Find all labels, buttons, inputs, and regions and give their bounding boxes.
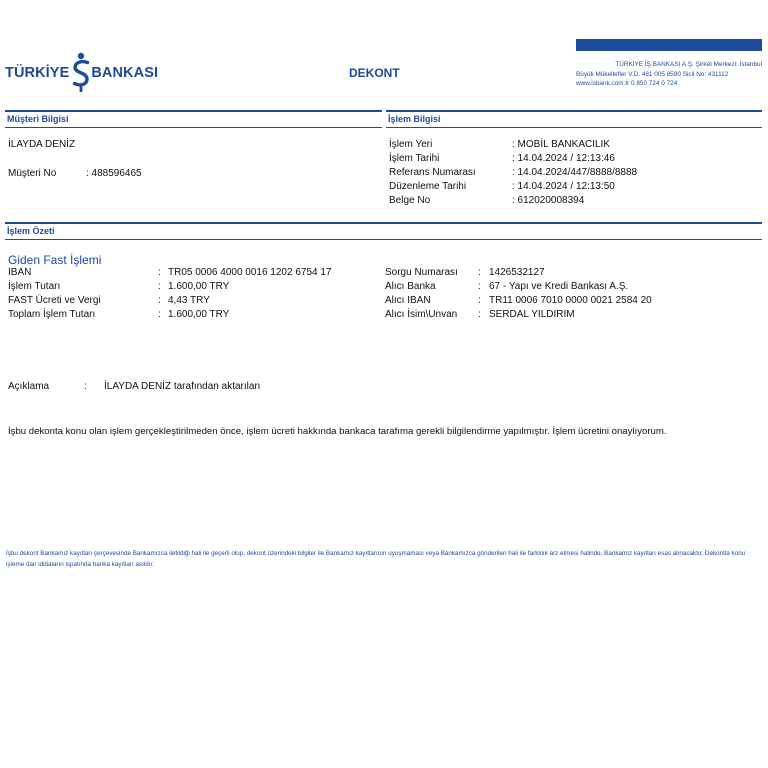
summary-right-label: Alıcı IBAN (385, 295, 431, 306)
summary-right-value: TR11 0006 7010 0000 0021 2584 20 (489, 295, 652, 306)
summary-right-colon: : (478, 267, 481, 278)
transaction-row-value: : MOBİL BANKACILIK (512, 139, 610, 150)
summary-subtitle: Giden Fast İşlemi (8, 253, 102, 267)
legal-disclaimer: İşbu dekont Bankamız kayıtları çerçevesinde Bankamızca iletildiği hali ile geçerli olup, dekont üzerindeki bilgiler ile Bankamız kayıtlarının uyuşmaması veya Bankamızca gönderilen hali ile farklılık arz etmesi halinde, Bankamız kayıtları esas alınacaktır. Dekontla konu işleme dair iddiaların ispatında banka kayıtları asıldır. (6, 550, 746, 568)
customer-section-underline (5, 127, 382, 128)
customer-no-value: : 488596465 (86, 168, 142, 179)
transaction-row-label: Belge No (389, 195, 431, 206)
customer-name: İLAYDA DENİZ (8, 139, 76, 150)
summary-left-value: 4,43 TRY (168, 295, 210, 306)
summary-section-rule (5, 222, 762, 224)
summary-left-label: Toplam İşlem Tutarı (8, 309, 96, 320)
header-accent-bar (576, 39, 762, 51)
summary-right-value: 1426532127 (489, 267, 545, 278)
summary-right-label: Alıcı İsim\Unvan (385, 309, 458, 320)
summary-right-value: SERDAL YILDIRIM (489, 309, 575, 320)
summary-left-value: 1.600,00 TRY (168, 309, 230, 320)
summary-left-label: IBAN (8, 267, 32, 278)
summary-left-label: FAST Ücreti ve Vergi (8, 295, 101, 306)
customer-no-label: Müşteri No (8, 168, 57, 179)
summary-right-label: Alıcı Banka (385, 281, 436, 292)
transaction-row-label: Referans Numarası (389, 167, 476, 178)
summary-left-colon: : (158, 309, 161, 320)
transaction-row-label: Düzenleme Tarihi (389, 181, 467, 192)
logo-text-left: TÜRKİYE (5, 65, 70, 81)
transaction-row-value: : 612020008394 (512, 195, 585, 206)
isbank-logo-icon (72, 51, 90, 95)
summary-section-underline (5, 239, 762, 240)
description-label: Açıklama (8, 381, 50, 392)
transaction-row-label: İşlem Tarihi (389, 153, 440, 164)
transaction-row-value: : 14.04.2024 / 12:13:50 (512, 181, 615, 192)
company-info-line: TÜRKİYE İŞ BANKASI A.Ş. Şirket Merkezi: İstanbul (615, 61, 762, 68)
summary-section-title: İşlem Özeti (7, 226, 55, 236)
customer-section-rule (5, 110, 382, 112)
summary-right-colon: : (478, 281, 481, 292)
company-info (576, 60, 762, 89)
summary-left-value: 1.600,00 TRY (168, 281, 230, 292)
logo-text-right: BANKASI (91, 65, 159, 81)
transaction-row-value: : 14.04.2024 / 12:13:46 (512, 153, 615, 164)
document-title: DEKONT (349, 66, 400, 80)
summary-right-value: 67 - Yapı ve Kredi Bankası A.Ş. (489, 281, 629, 292)
summary-right-colon: : (478, 309, 481, 320)
summary-left-colon: : (158, 281, 161, 292)
summary-left-colon: : (158, 267, 161, 278)
summary-left-value: TR05 0006 4000 0016 1202 6754 17 (168, 267, 332, 278)
transaction-row-label: İşlem Yeri (389, 139, 433, 150)
summary-left-label: İşlem Tutarı (8, 281, 61, 292)
bank-logo (5, 50, 158, 96)
description-value: İLAYDA DENİZ tarafından aktarılan (104, 381, 261, 392)
transaction-section-rule (386, 110, 762, 112)
summary-right-label: Sorgu Numarası (385, 267, 458, 278)
consent-statement: İşbu dekonta konu olan işlem gerçekleştirilmeden önce, işlem ücreti hakkında bankaca tarafıma gerekli bilgilendirme yapılmıştır. İşlem ücretini onaylıyorum. (8, 426, 667, 437)
summary-right-colon: : (478, 295, 481, 306)
company-info-line: Büyük Mükellefler V.D. 481 005 8590 Sicil No: 431112 (576, 70, 729, 78)
transaction-section-underline (386, 127, 762, 128)
summary-left-colon: : (158, 295, 161, 306)
transaction-row-value: : 14.04.2024/447/8888/8888 (512, 167, 638, 178)
transaction-section-title: İşlem Bilgisi (388, 114, 441, 124)
company-info-line: www.isbank.com.tr 0 850 724 0 724 (576, 80, 678, 87)
description-colon: : (84, 381, 87, 392)
customer-section-title: Müşteri Bilgisi (7, 114, 69, 124)
